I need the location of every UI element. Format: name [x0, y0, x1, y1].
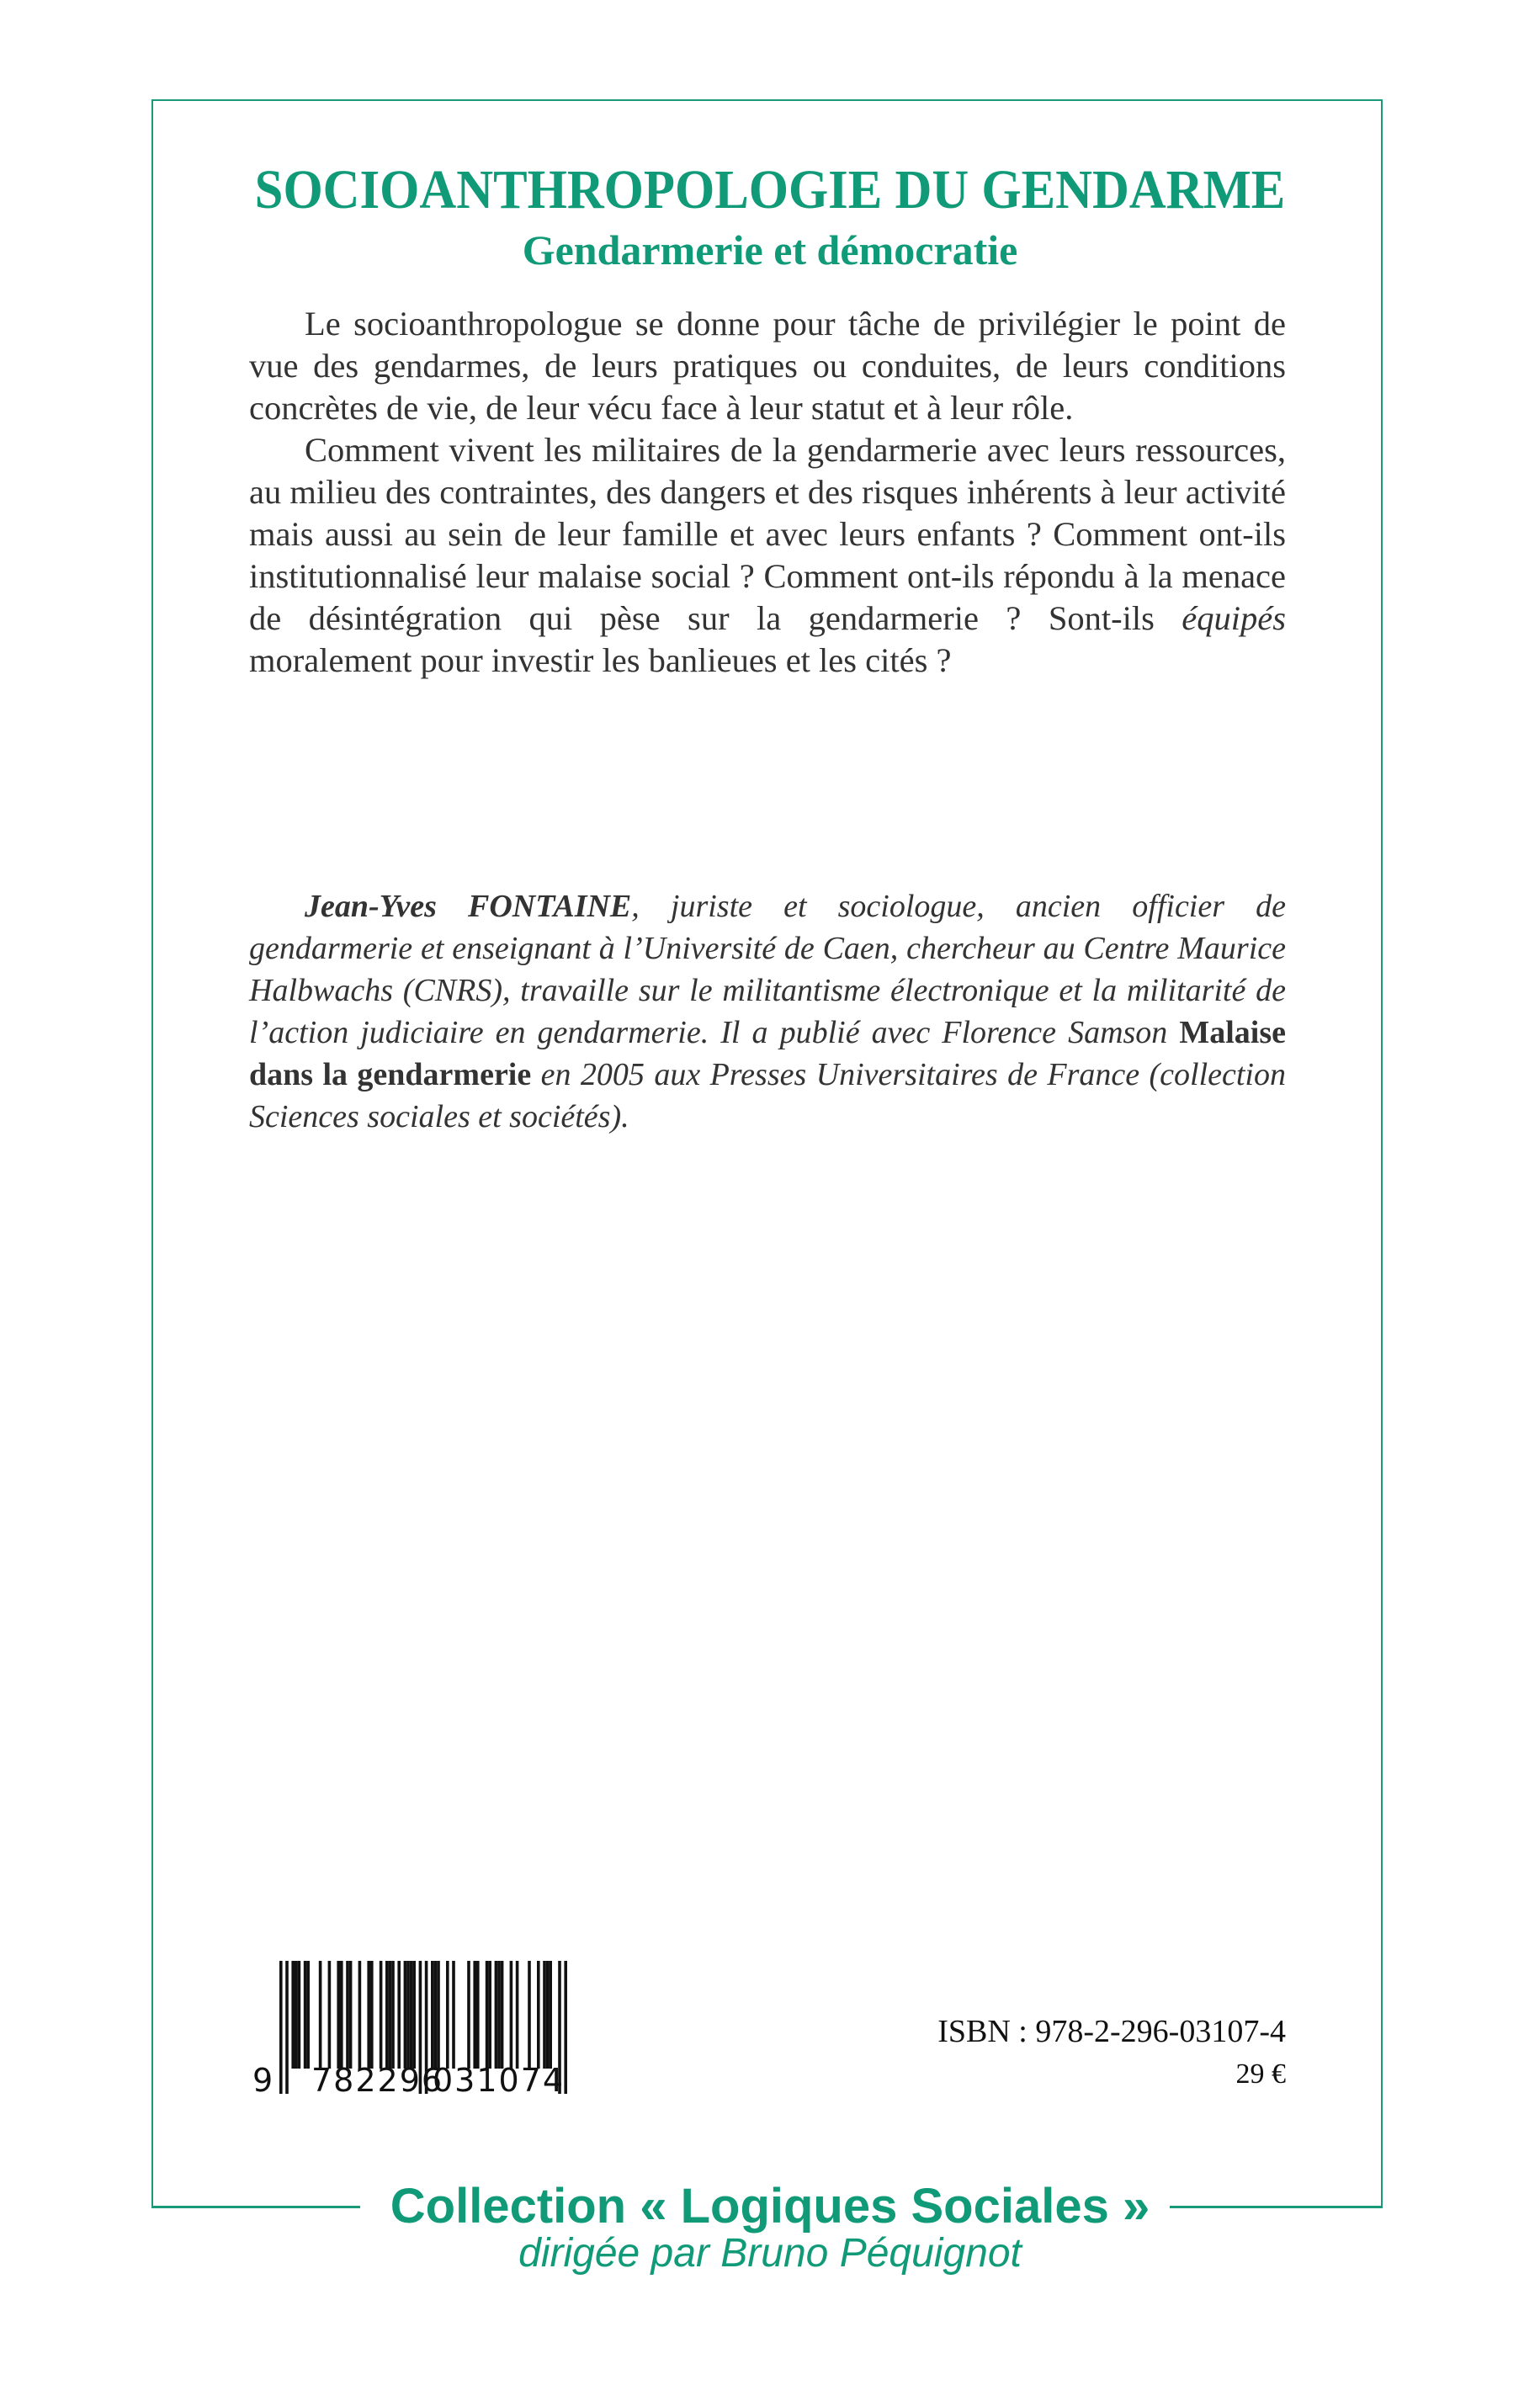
barcode-bar	[437, 1961, 440, 2069]
barcode-bar	[528, 1961, 531, 2069]
barcode-bar	[346, 1961, 349, 2069]
barcode-bar	[349, 1961, 353, 2069]
barcode-bar	[473, 1961, 476, 2069]
barcode-bar	[497, 1961, 501, 2069]
barcode-bar	[467, 1961, 470, 2069]
barcode-bar	[404, 1961, 407, 2069]
barcode-bar	[340, 1961, 343, 2069]
barcode-bar	[431, 1961, 434, 2069]
barcode-bar	[291, 1961, 295, 2069]
barcode-bar	[543, 1961, 546, 2069]
barcode-bar	[410, 1961, 413, 2069]
author-bio-text: , juriste et sociologue, ancien officier de gendarmerie et enseignant à l’Université de Caen, chercheur au Centre Maurice Halbwachs (CNRS), travaille sur le militantisme électronique et la militarité de l’action judiciaire en gendarmerie. Il a publié avec Florence Samson	[249, 889, 1286, 1050]
barcode-bar	[537, 1961, 540, 2069]
barcode-bar	[279, 1961, 283, 2094]
blurb-text: moralement pour investir les banlieues et les cités ?	[249, 641, 952, 679]
barcode-bar	[385, 1961, 389, 2069]
book-title: SOCIOANTHROPOLOGIE DU GENDARME	[254, 159, 1286, 220]
author-bio-text: en 2005 aux Presses Universitaires de France (collection Sciences sociales et sociétés).	[249, 1057, 1286, 1134]
barcode-bar	[516, 1961, 519, 2069]
barcode-bar	[380, 1961, 383, 2069]
barcode-bar	[488, 1961, 491, 2069]
author-bio	[249, 885, 1286, 1138]
barcode-bar	[397, 1961, 401, 2069]
blurb-emphasis: équipés	[1182, 599, 1286, 637]
blurb-paragraph-2	[249, 429, 1286, 682]
price: 29 €	[1235, 2058, 1286, 2090]
barcode-bar	[358, 1961, 362, 2069]
barcode-bar	[389, 1961, 392, 2069]
book-subtitle: Gendarmerie et démocratie	[522, 226, 1018, 274]
barcode-bar	[510, 1961, 513, 2069]
barcode-bar	[406, 1961, 410, 2069]
barcode-bar	[370, 1961, 374, 2069]
barcode-bar	[285, 1961, 289, 2094]
barcode-bar	[328, 1961, 332, 2069]
barcode-bar	[306, 1961, 310, 2069]
barcode-bar	[434, 1961, 438, 2069]
barcode-bar	[446, 1961, 449, 2069]
blurb	[249, 303, 1286, 682]
author-name: Jean-Yves FONTAINE	[305, 889, 632, 924]
barcode-bar	[452, 1961, 455, 2069]
blurb-paragraph-1: Le socioanthropologue se donne pour tâche de privilégier le point de vue des gendarmes, de leurs pratiques ou conduites, de leurs conditions concrètes de vie, de leur vécu face à leur statut et à leur rôle.	[249, 305, 1286, 427]
collection-name: Collection « Logiques Sociales »	[390, 2179, 1150, 2234]
blurb-text: Comment vivent les militaires de la gendarmerie avec leurs ressources, au milieu des contraintes, des dangers et des risques inhérents à leur activité mais aussi au sein de leur famille et avec leurs enfants ? Comment ont-ils institutionnalisé leur malaise social ? Comment ont-ils répondu à la menace de désintégration qui pèse sur la gendarmerie ? Sont-ils	[249, 431, 1286, 637]
barcode-bar	[391, 1961, 395, 2069]
barcode-bar	[476, 1961, 480, 2069]
barcode-bar	[295, 1961, 298, 2069]
barcode-bar	[367, 1961, 370, 2069]
barcode-bar	[298, 1961, 301, 2069]
barcode-bar	[549, 1961, 552, 2069]
related-book-title: Malaise dans la gendarmerie	[249, 1015, 1286, 1092]
barcode-bar	[319, 1961, 322, 2069]
barcode-bar	[486, 1961, 489, 2069]
collection-director: dirigée par Bruno Péquignot	[518, 2231, 1022, 2276]
barcode-bar	[337, 1961, 340, 2069]
barcode-bar	[501, 1961, 504, 2069]
isbn: ISBN : 978-2-296-03107-4	[937, 2014, 1286, 2049]
barcode-bar	[495, 1961, 498, 2069]
barcode-bar	[412, 1961, 416, 2069]
barcode-bar	[546, 1961, 550, 2069]
barcode-bar	[304, 1961, 307, 2069]
